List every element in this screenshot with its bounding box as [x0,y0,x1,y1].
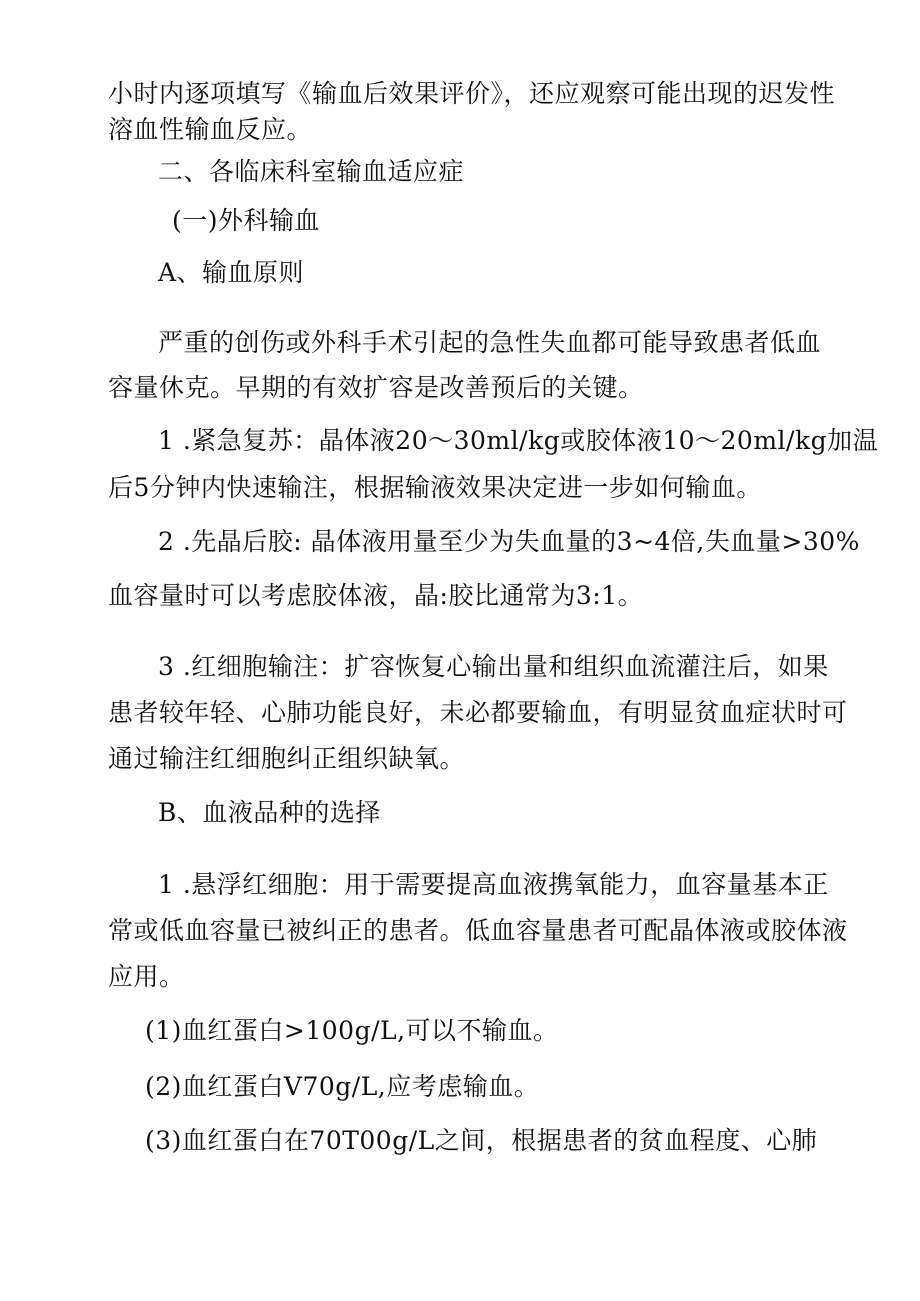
paragraph-line: 容量休克。早期的有效扩容是改善预后的关键。 [108,373,644,402]
list-item-line: 患者较年轻、心肺功能良好，未必都要输血，有明显贫血症状时可 [108,698,848,727]
list-item-line: 常或低血容量已被纠正的患者。低血容量患者可配晶体液或胶体液 [108,916,848,945]
list-item-line: 2 .先晶后胶: 晶体液用量至少为失血量的3~4倍,失血量>30% [158,527,860,556]
subsection-heading: (一)外科输血 [172,206,321,235]
list-item-line: 1 .悬浮红细胞：用于需要提高血液携氧能力，血容量基本正 [158,870,829,899]
list-item-line: (2)血红蛋白V70g/L,应考虑输血。 [145,1072,540,1101]
subsection-heading: B、血液品种的选择 [158,798,381,827]
list-item-line: (1)血红蛋白>100g/L,可以不输血。 [145,1016,559,1045]
section-heading: 二、各临床科室输血适应症 [158,157,465,186]
paragraph-line: 严重的创伤或外科手术引起的急性失血都可能导致患者低血 [158,328,822,357]
list-item-line: 1 .紧急复苏：晶体液20～30ml/kg或胶体液10～20ml/kg加温 [158,426,879,455]
paragraph-line: 溶血性输血反应。 [108,115,313,144]
list-item-line: 通过输注红细胞纠正组织缺氧。 [108,744,466,773]
list-item-line: 血容量时可以考虑胶体液，晶:胶比通常为3:1。 [108,581,644,610]
list-item-line: 应用。 [108,962,185,991]
list-item-line: (3)血红蛋白在70T00g/L之间，根据患者的贫血程度、心肺 [145,1126,818,1155]
subsection-heading: A、输血原则 [158,258,305,287]
list-item-line: 后5分钟内快速输注，根据输液效果决定进一步如何输血。 [108,473,762,502]
paragraph-line: 小时内逐项填写《输血后效果评价》，还应观察可能出现的迟发性 [108,79,836,108]
list-item-line: 3 .红细胞输注：扩容恢复心输出量和组织血流灌注后，如果 [158,652,829,681]
